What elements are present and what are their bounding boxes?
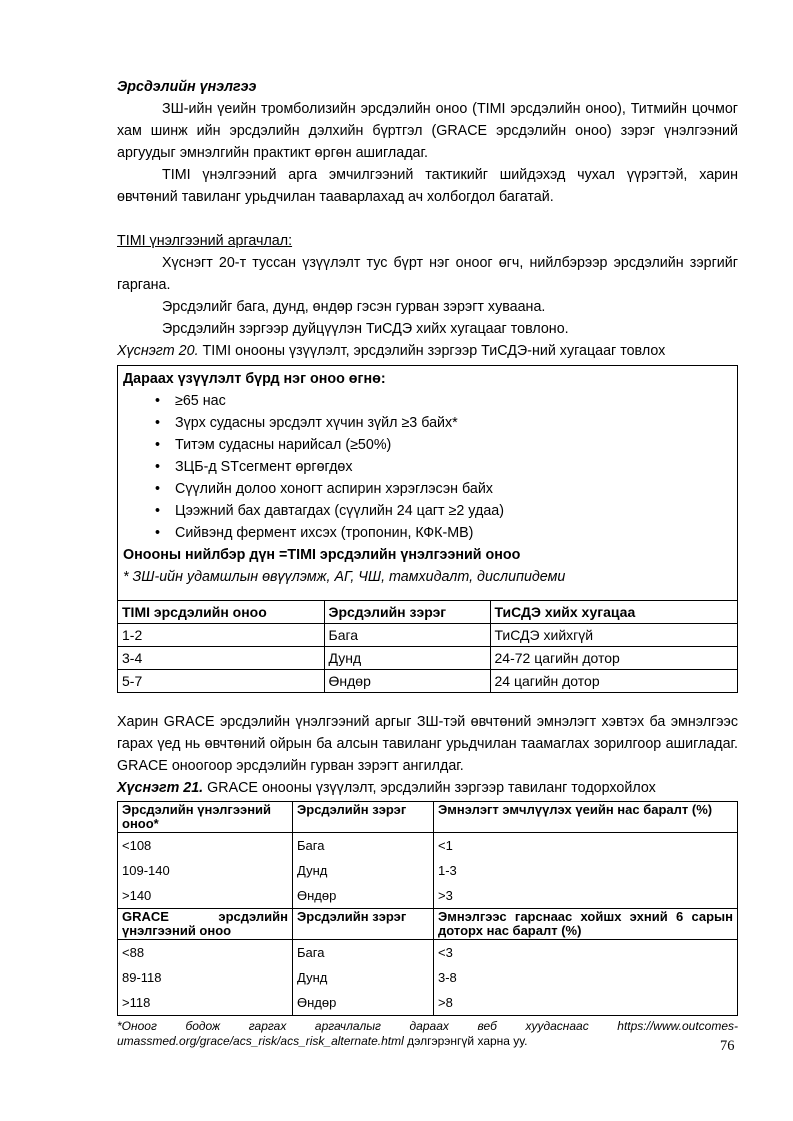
table-row	[118, 624, 737, 647]
table-header: Эмнэлэгт эмчлүүлэх үеийн нас баралт (%)	[434, 802, 738, 833]
table-cell: Бага	[324, 624, 490, 647]
list-item: • ≥65 нас	[155, 390, 732, 412]
table-cell: 24-72 цагийн дотор	[490, 647, 737, 670]
footnote	[117, 1019, 738, 1049]
table-row	[118, 940, 738, 966]
list-item: • ЗЦБ-д STсегмент өргөгдөх	[155, 456, 732, 478]
page-number: 76	[720, 1038, 735, 1054]
table-row	[118, 647, 737, 670]
footnote-rest: дэлгэрэнгүй харна уу.	[403, 1034, 528, 1048]
table-cell: Дунд	[293, 858, 434, 883]
table-cell: Өндөр	[293, 883, 434, 909]
table-cell: <88	[118, 940, 293, 966]
list-item: • Сүүлийн долоо хоногт аспирин хэрэглэсэн байх	[155, 478, 732, 500]
table-cell: Дунд	[324, 647, 490, 670]
table-header: Эрсдэлийн зэрэг	[293, 909, 434, 940]
table-row	[118, 965, 738, 990]
table-cell: 109-140	[118, 858, 293, 883]
timi-method-title: TIMI үнэлгээний аргачлал:	[117, 233, 293, 249]
table-row	[118, 670, 737, 693]
table-header-row	[118, 601, 737, 624]
table-header: TIMI эрсдэлийн оноо	[118, 601, 324, 624]
grace-table	[117, 801, 738, 1016]
paragraph-2: TIMI үнэлгээний арга эмчилгээний тактикийг шийдэхэд чухал үүрэгтэй, харин өвчтөний тавиланг урьдчилан тааварлахад ач холбогдол багатай.	[117, 167, 738, 205]
timi-table	[118, 600, 737, 692]
box-note: * ЗШ-ийн удамшлын өвүүлэмж, АГ, ЧШ, тамхидалт, дислипидеми	[123, 569, 566, 585]
table-cell: >140	[118, 883, 293, 909]
criteria-list	[123, 390, 732, 544]
table-cell: Бага	[293, 940, 434, 966]
paragraph-3: Хүснэгт 20-т туссан үзүүлэлт тус бүрт нэг оноог өгч, нийлбэрээр эрсдэлийн зэргийг гаргана.	[117, 255, 738, 293]
table-cell: Өндөр	[324, 670, 490, 693]
list-item: • Цээжний бах давтагдах (сүүлийн 24 цагт ≥2 удаа)	[155, 500, 732, 522]
timi-box	[117, 365, 738, 693]
table-row	[118, 883, 738, 909]
table-row	[118, 858, 738, 883]
table-cell: 24 цагийн дотор	[490, 670, 737, 693]
table-cell: >118	[118, 990, 293, 1016]
table-cell: 5-7	[118, 670, 324, 693]
table-cell: 1-2	[118, 624, 324, 647]
table-cell: 3-8	[434, 965, 738, 990]
table-header: Эрсдэлийн зэрэг	[324, 601, 490, 624]
table20-caption	[117, 340, 738, 362]
box-heading: Дараах үзүүлэлт бүрд нэг оноо өгнө:	[123, 371, 386, 387]
table-cell: <3	[434, 940, 738, 966]
table-cell: <1	[434, 833, 738, 859]
table-cell: 1-3	[434, 858, 738, 883]
table-header: Эмнэлгээс гарснаас хойшх эхний 6 сарын доторх нас баралт (%)	[434, 909, 738, 940]
table-cell: Бага	[293, 833, 434, 859]
list-item: • Сийвэнд фермент ихсэх (тропонин, КФК-МВ)	[155, 522, 732, 544]
table20-caption-label: Хүснэгт 20.	[117, 343, 199, 359]
table-header: Эрсдэлийн зэрэг	[293, 802, 434, 833]
table-cell: Дунд	[293, 965, 434, 990]
table-cell: >3	[434, 883, 738, 909]
table-cell: 3-4	[118, 647, 324, 670]
section-title: Эрсдэлийн үнэлгээ	[117, 79, 257, 95]
table20-caption-text: TIMI онооны үзүүлэлт, эрсдэлийн зэргээр ТиСДЭ-ний хугацааг товлох	[198, 343, 666, 359]
box-sum: Онооны нийлбэр дүн =TIMI эрсдэлийн үнэлгээний оноо	[123, 547, 521, 563]
table-cell: Өндөр	[293, 990, 434, 1016]
document-page	[117, 76, 738, 1049]
table-row	[118, 833, 738, 859]
table-cell: >8	[434, 990, 738, 1016]
paragraph-1: ЗШ-ийн үеийн тромболизийн эрсдэлийн оноо (TIMI эрсдэлийн оноо), Титмийн цочмог хам шинж ийн эрсдэлийн дэлхийн бүртгэл (GRACE эрсдэлийн оноо) зэрэг үнэлгээний аргуудыг эмнэлгийн практикт өргөн ашигладаг.	[117, 101, 738, 161]
footnote-italic: *Оноог бодож гаргах аргачлалыг дараах веб хуудаснаас https://www.outcomes-umassmed.org/grace/acs_risk/acs_risk_alternate.html	[117, 1019, 738, 1048]
list-item: • Титэм судасны нарийсал (≥50%)	[155, 434, 732, 456]
table21-caption-label: Хүснэгт 21.	[117, 780, 204, 796]
table-cell: ТиСДЭ хийхгүй	[490, 624, 737, 647]
table-header: Эрсдэлийн үнэлгээний оноо*	[118, 802, 293, 833]
table-row	[118, 990, 738, 1016]
table21-caption	[117, 777, 738, 799]
table-header: GRACE эрсдэлийн үнэлгээний оноо	[118, 909, 293, 940]
paragraph-5: Эрсдэлийн зэргээр дуйцүүлэн ТиСДЭ хийх хугацааг товлоно.	[162, 321, 569, 337]
paragraph-4: Эрсдэлийг бага, дунд, өндөр гэсэн гурван зэрэгт хуваана.	[162, 299, 546, 315]
table-cell: <108	[118, 833, 293, 859]
table-cell: 89-118	[118, 965, 293, 990]
table21-caption-text: GRACE онооны үзүүлэлт, эрсдэлийн зэргээр тавиланг тодорхойлох	[203, 780, 656, 796]
list-item: • Зүрх судасны эрсдэлт хүчин зүйл ≥3 байх*	[155, 412, 732, 434]
table-header-row	[118, 802, 738, 833]
table-header: ТиСДЭ хийх хугацаа	[490, 601, 737, 624]
table-header-row	[118, 909, 738, 940]
paragraph-6: Харин GRACE эрсдэлийн үнэлгээний аргыг ЗШ-тэй өвчтөний эмнэлэгт хэвтэх ба эмнэлгээс гарах үед нь өвчтөний ойрын ба алсын тавиланг урьдчилан таамаглах зорилгоор ашигладаг. GRACE оноогоор эрсдэлийн гурван зэрэгт ангилдаг.	[117, 714, 738, 774]
